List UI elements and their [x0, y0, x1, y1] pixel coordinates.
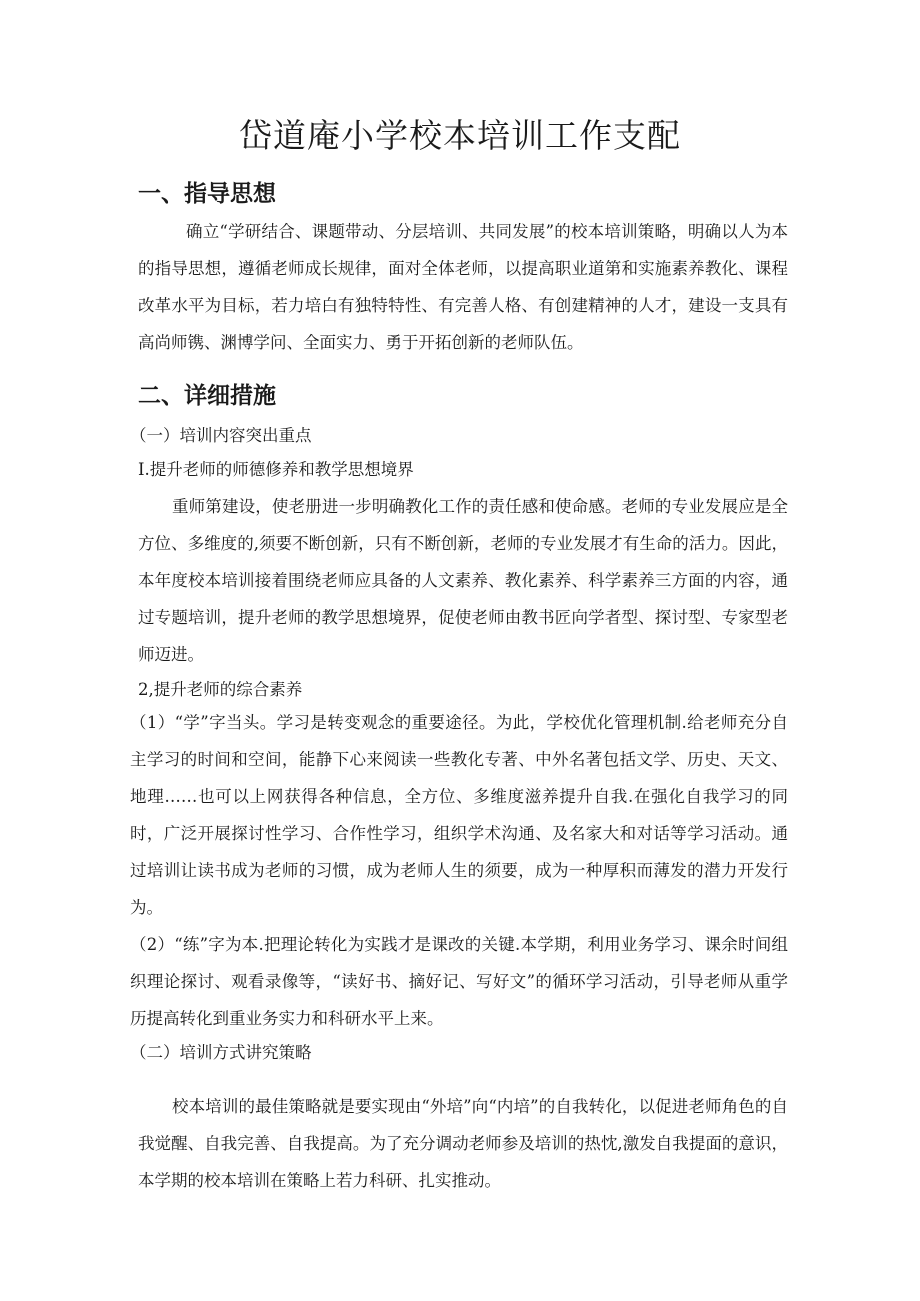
subsection-training-content: （一）培训内容突出重点: [130, 426, 312, 445]
section-heading-detailed-measures: 二、详细措施: [138, 383, 276, 409]
point-2-paragraph: （2）“练”字为本.把理论转化为实践才是课改的关键.本学期，利用业务学习、课余时间组织理论探讨、观看录像等，“读好书、摘好记、写好文”的循环学习活动，引导老师从重学历提高转化到重业务实力和科研水平上来。: [130, 935, 788, 1028]
subsection-training-method: （二）培训方式讲究策略: [130, 1043, 312, 1062]
item-1-title: I.提升老师的师德修养和教学思想境界: [138, 460, 414, 479]
guiding-ideology-paragraph: 确立“学研结合、课题带动、分层培训、共同发展”的校本培训策略，明确以人为本的指导思想，遵循老师成长规律，面对全体老师，以提高职业道第和实施素养教化、课程改革水平为目标，若力培白有独特特性、有完善人格、有创建精神的人才，建设一支具有高尚师镌、渊博学问、全面实力、勇于开拓创新的老师队伍。: [138, 222, 788, 352]
point-1-paragraph: （1）“学”字当头。学习是转变观念的重要途径。为此，学校优化管理机制.给老师充分自主学习的时间和空间，能静下心来阅读一些教化专著、中外名著包括文学、历史、天文、地理……也可以上网获得各种信息，全方位、多维度滋养提升自我.在强化自我学习的同时，广泛开展探讨性学习、合作性学习，组织学术沟通、及名家大和对话等学习活动。通过培训让读书成为老师的习惯，成为老师人生的须要，成为一种厚积而薄发的潜力开发行为。: [130, 713, 788, 917]
item-1-paragraph: 重师第建设，使老册进一步明确教化工作的责任感和使命感。老师的专业发展应是全方位、多维度的,须要不断创新，只有不断创新，老师的专业发展才有生命的活力。因此，本年度校本培训接着围绕老师应具备的人文素养、教化素养、科学素养三方面的内容，通过专题培训，提升老师的教学思想境界，促使老师由教书匠向学者型、探讨型、专家型老师迈进。: [138, 497, 788, 664]
training-method-paragraph: 校本培训的最佳策略就是要实现由“外培”向“内培”的自我转化，以促进老师角色的自我觉醒、自我完善、自我提高。为了充分调动老师参及培训的热忱,激发自我提面的意识，本学期的校本培训在策略上若力科研、扎实推动。: [138, 1097, 788, 1190]
document-title: 岱道庵小学校本培训工作支配: [239, 116, 681, 155]
section-heading-guiding-ideology: 一、指导思想: [138, 181, 276, 207]
item-2-title: 2,提升老师的综合素养: [138, 680, 303, 699]
